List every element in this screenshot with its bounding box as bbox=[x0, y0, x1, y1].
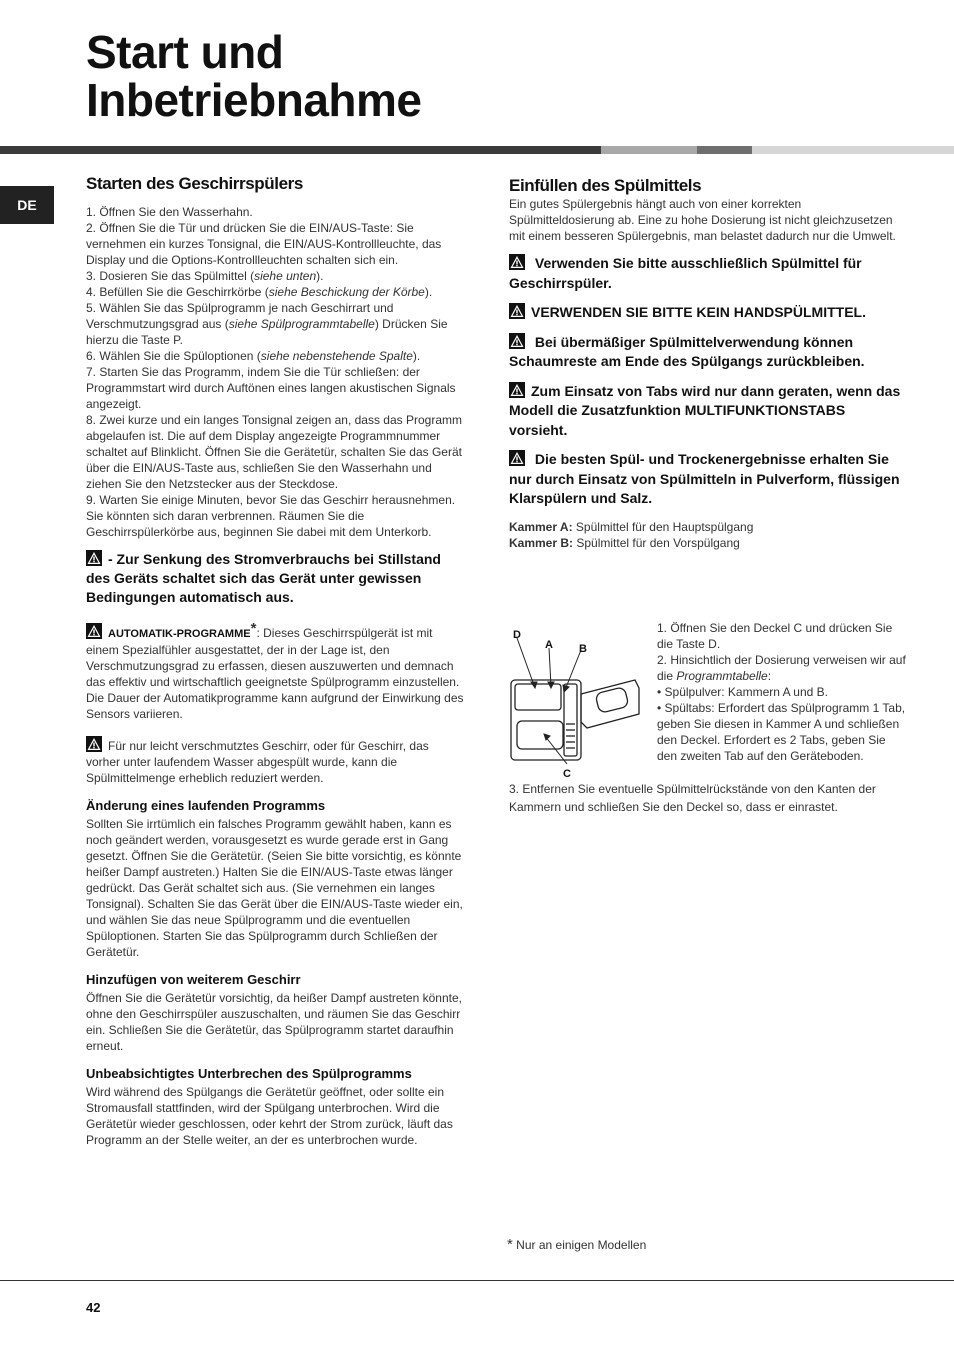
header-bar-2 bbox=[601, 146, 697, 154]
step-3-end: ). bbox=[316, 269, 324, 283]
step-5-end: ) Drücken Sie hierzu die Taste P. bbox=[86, 317, 448, 347]
language-tab bbox=[0, 186, 54, 224]
diagram-label-d: D bbox=[513, 629, 521, 641]
step-5-text: 5. Wählen Sie das Spülprogramm je nach Geschirrart und Verschmutzungsgrad aus ( bbox=[86, 301, 394, 331]
detergent-warning-1-text: Verwenden Sie bitte ausschließlich Spülmittel für Geschirrspüler. bbox=[509, 255, 862, 291]
light-soil-note bbox=[86, 736, 464, 786]
chamber-b bbox=[509, 535, 905, 551]
step-5 bbox=[86, 300, 464, 348]
diagram-label-c: C bbox=[563, 768, 571, 780]
step-6 bbox=[86, 348, 464, 364]
step-1: 1. Öffnen Sie den Wasserhahn. bbox=[86, 205, 253, 219]
right-column bbox=[509, 178, 905, 551]
warning-icon bbox=[509, 303, 525, 319]
page-title bbox=[86, 28, 422, 124]
detergent-heading: Einfüllen des Spülmittels bbox=[509, 176, 702, 195]
diagram-label-b: B bbox=[579, 643, 587, 655]
detergent-warning-4 bbox=[509, 382, 905, 441]
chamber-a-text: Spülmittel für den Hauptspülgang bbox=[575, 519, 754, 534]
footnote-star: * bbox=[507, 1236, 513, 1253]
step-6-end: ). bbox=[412, 349, 421, 363]
warning-icon bbox=[509, 382, 525, 398]
page-number: 42 bbox=[86, 1300, 101, 1315]
step-4-text: 4. Befüllen Sie die Geschirrkörbe ( bbox=[86, 285, 269, 299]
dispenser-instructions bbox=[657, 620, 907, 764]
auto-programs-label: AUTOMATIK-PROGRAMME bbox=[108, 628, 251, 640]
interrupt-heading: Unbeabsichtigtes Unterbrechen des Spülprogramms bbox=[86, 1066, 412, 1081]
step-4 bbox=[86, 284, 464, 300]
step-6-text: 6. Wählen Sie die Spüloptionen ( bbox=[86, 349, 261, 363]
detergent-warning-1 bbox=[509, 254, 905, 293]
detergent-intro: Ein gutes Spülergebnis hängt auch von einer korrekten Spülmitteldosierung ab. Eine zu hohe Dosierung ist nicht gleichzusetzen mit einem besseren Spülergebnis, man belastet dadurch nur die Umwelt. bbox=[509, 197, 896, 243]
dispenser-step-3: 3. Entfernen Sie eventuelle Spülmittelrückstände von den Kanten der Kammern und schließen Sie den Deckel so, dass er einrastet. bbox=[509, 782, 876, 814]
detergent-warning-5-text: Die besten Spül- und Trockenergebnisse erhalten Sie nur durch Einsatz von Spülmitteln in Pulverform, flüssigen Klarspülern und Salz. bbox=[509, 451, 900, 506]
header-bar-4 bbox=[752, 146, 954, 154]
chamber-a-label: Kammer A: bbox=[509, 519, 573, 534]
detergent-warning-3 bbox=[509, 333, 905, 372]
step-9: 9. Warten Sie einige Minuten, bevor Sie das Geschirr herausnehmen. Sie könnten sich daran verbrennen. Räumen Sie die Geschirrspülerkörbe aus, beginnen Sie dabei mit dem Unterkorb. bbox=[86, 493, 456, 539]
change-program-text: Sollten Sie irrtümlich ein falsches Programm gewählt haben, kann es noch geändert werden, vorausgesetzt es wurde gerade erst in Gang gesetzt. Öffnen Sie die Gerätetür. (Seien Sie bitte vorsichtig, es könnte heißer Dampf austreten.) Halten Sie die EIN/AUS-Taste etwas länger gedrückt. Das Gerät schaltet sich aus. (Sie vernehmen ein langes Tonsignal). Schalten Sie das Gerät über die EIN/AUS-Taste wieder ein, und wählen Sie das neue Spülprogramm und die eventuellen Spüloptionen. Starten Sie das Spülprogramm durch Schließen der Gerätetür. bbox=[86, 817, 463, 959]
footnote-text: Nur an einigen Modellen bbox=[512, 1238, 647, 1252]
auto-programs-duration: Die Dauer der Automatikprogramme kann aufgrund der Einwirkung des Sensors variieren. bbox=[86, 691, 464, 721]
detergent-warning-4-text: Zum Einsatz von Tabs wird nur dann geraten, wenn das Modell die Zusatzfunktion MULTIFUNKTIONSTABS vorsieht. bbox=[509, 382, 901, 438]
header-bar-1 bbox=[0, 146, 601, 154]
footer-rule bbox=[0, 1280, 954, 1281]
warning-icon bbox=[86, 623, 102, 639]
light-soil-note-text: Für nur leicht verschmutztes Geschirr, oder für Geschirr, das vorher unter laufendem Wasser abgespült wurde, kann die Spülmittelmenge erheblich reduziert werden. bbox=[86, 739, 429, 785]
step-6-ref: siehe nebenstehende Spalte bbox=[260, 349, 413, 363]
warning-icon bbox=[509, 333, 525, 349]
diagram-label-a: A bbox=[545, 639, 553, 651]
step-4-end: ). bbox=[424, 285, 433, 299]
warning-icon bbox=[86, 736, 102, 752]
step-3-ref: siehe unten bbox=[254, 269, 317, 283]
energy-warning-text: - Zur Senkung des Stromverbrauchs bei Stillstand des Geräts schaltet sich das Gerät unter gewissen Bedingungen automatisch aus. bbox=[86, 551, 441, 605]
left-column bbox=[86, 176, 464, 1148]
detergent-warning-3-text: Bei übermäßiger Spülmittelverwendung können Schaumreste am Ende des Spülgangs zurückbleiben. bbox=[509, 333, 865, 369]
dispenser-step-2 bbox=[657, 652, 907, 684]
warning-icon bbox=[509, 450, 525, 466]
dispenser-step-2-ref: Programmtabelle bbox=[676, 669, 768, 683]
auto-programs-star: * bbox=[250, 620, 257, 637]
warning-icon bbox=[86, 550, 102, 566]
chamber-a bbox=[509, 519, 905, 535]
dispenser-step-1: 1. Öffnen Sie den Deckel C und drücken Sie die Taste D. bbox=[657, 621, 893, 651]
language-tab-label: DE bbox=[17, 197, 37, 213]
title-line-2: Inbetriebnahme bbox=[86, 74, 422, 126]
auto-programs bbox=[86, 621, 464, 690]
step-3-text: 3. Dosieren Sie das Spülmittel ( bbox=[86, 269, 255, 283]
step-2: 2. Öffnen Sie die Tür und drücken Sie die EIN/AUS-Taste: Sie vernehmen ein kurzes Tonsignal, die EIN/AUS-Kontrollleuchte, das Display und die Options-Kontrollleuchten schalten sich ein. bbox=[86, 221, 442, 267]
warning-icon bbox=[509, 254, 525, 270]
detergent-warning-2 bbox=[509, 303, 905, 323]
add-dishes-heading: Hinzufügen von weiterem Geschirr bbox=[86, 972, 301, 987]
header-bar-3 bbox=[697, 146, 752, 154]
change-program-heading: Änderung eines laufenden Programms bbox=[86, 798, 326, 813]
auto-programs-text: : Dieses Geschirrspülgerät ist mit einem Spezialfühler ausgestattet, der in der Lage ist, den Verschmutzungsgrad zu erfassen, diesen auszuwerten und demnach das effektiv und wirtschaftlich geeignetste Spülprogramm einzustellen. bbox=[86, 626, 460, 689]
title-line-1: Start und bbox=[86, 26, 284, 78]
energy-warning bbox=[86, 550, 464, 607]
footnote bbox=[507, 1236, 646, 1253]
add-dishes-text: Öffnen Sie die Gerätetür vorsichtig, da heißer Dampf austreten könnte, ohne den Geschirrspüler auszuschalten, und räumen Sie das Geschirr ein. Schließen Sie die Gerätetür, das Spülprogramm startet daraufhin erneut. bbox=[86, 991, 462, 1053]
chamber-b-text: Spülmittel für den Vorspülgang bbox=[576, 535, 740, 550]
detergent-warning-5 bbox=[509, 450, 905, 509]
detergent-warning-2-text: VERWENDEN SIE BITTE KEIN HANDSPÜLMITTEL. bbox=[531, 304, 866, 320]
dispenser-step-2-end: : bbox=[767, 669, 772, 683]
start-steps bbox=[86, 204, 464, 540]
dispenser-bullet-1: • Spülpulver: Kammern A und B. bbox=[657, 685, 828, 699]
dispenser-diagram bbox=[509, 624, 647, 780]
step-8: 8. Zwei kurze und ein langes Tonsignal zeigen an, dass das Programm abgelaufen ist. Die auf dem Display angezeigte Programmnummer schaltet auf Blinklicht. Öffnen Sie die Gerätetür, schalten Sie das Gerät über die EIN/AUS-Taste aus, schließen Sie den Wasserhahn und ziehen Sie den Netzstecker aus der Steckdose. bbox=[86, 413, 462, 491]
step-3 bbox=[86, 268, 464, 284]
start-heading: Starten des Geschirrspülers bbox=[86, 174, 303, 193]
step-4-ref: siehe Beschickung der Körbe bbox=[268, 285, 425, 299]
interrupt-text: Wird während des Spülgangs die Gerätetür geöffnet, oder sollte ein Stromausfall stattfinden, wird der Spülgang unterbrochen. Wird die Gerätetür wieder geschlossen, oder kehrt der Strom zurück, läuft das Programm an der Stelle weiter, an der es unterbrochen wurde. bbox=[86, 1085, 453, 1147]
step-5-ref: siehe Spülprogrammtabelle bbox=[228, 317, 375, 331]
chamber-b-label: Kammer B: bbox=[509, 535, 574, 550]
dispenser-step-2-text: 2. Hinsichtlich der Dosierung verweisen wir auf die bbox=[657, 653, 906, 683]
dispenser-bullet-2: • Spültabs: Erfordert das Spülprogramm 1 Tab, geben Sie diesen in Kammer A und schließen den Deckel. Erfordert es 2 Tabs, geben Sie den zweiten Tab auf den Geräteboden. bbox=[657, 701, 906, 763]
step-7: 7. Starten Sie das Programm, indem Sie die Tür schließen: der Programmstart wird durch Auftönen eines langen akustischen Signals angezeigt. bbox=[86, 365, 456, 411]
